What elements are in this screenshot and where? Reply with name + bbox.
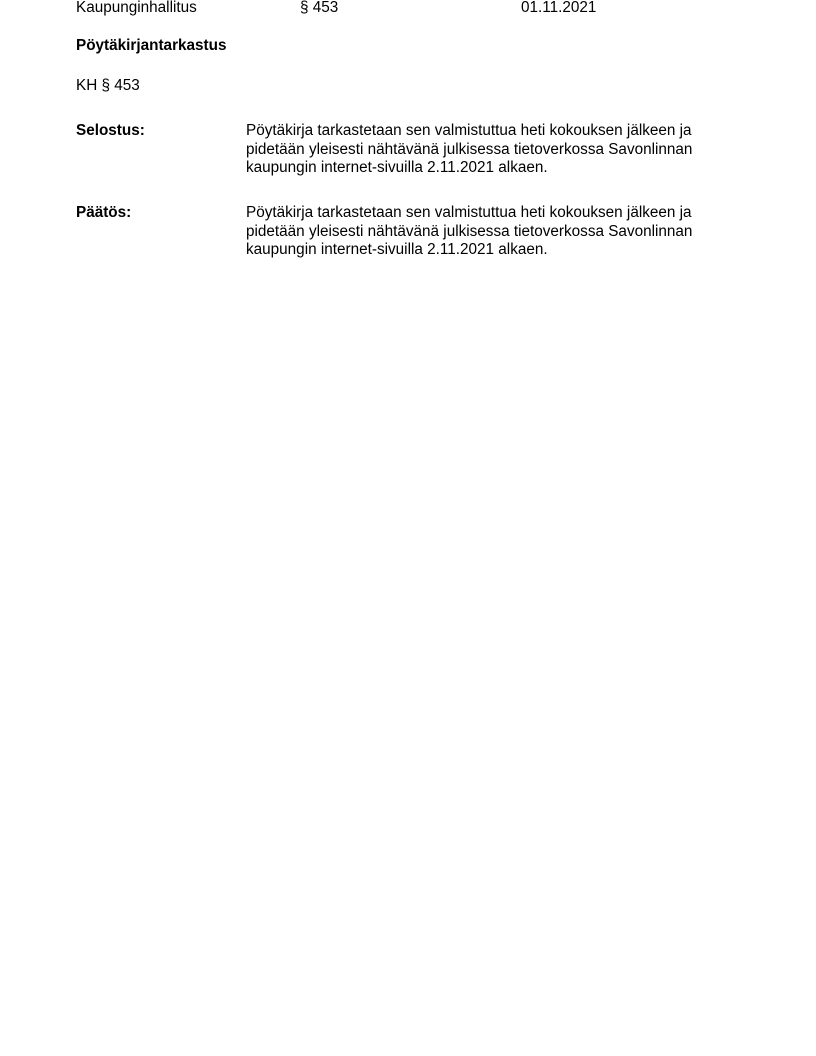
paatos-line: Pöytäkirja tarkastetaan sen valmistuttua heti kokouksen jälkeen ja: [246, 204, 692, 221]
selostus-paragraph: [246, 122, 726, 178]
selostus-line: pidetään yleisesti nähtävänä julkisessa tietoverkossa Savonlinnan: [246, 140, 693, 158]
reference-number: KH § 453: [76, 77, 140, 94]
header-section-number: § 453: [300, 0, 339, 16]
paatos-paragraph: [246, 204, 726, 260]
paatos-label: Päätös:: [76, 204, 132, 221]
selostus-label: Selostus:: [76, 122, 145, 139]
header-body-name: Kaupunginhallitus: [76, 0, 197, 16]
selostus-line: kaupungin internet-sivuilla 2.11.2021 alkaen.: [246, 159, 548, 176]
document-title: Pöytäkirjantarkastus: [76, 37, 227, 54]
paatos-line: kaupungin internet-sivuilla 2.11.2021 alkaen.: [246, 241, 548, 258]
paatos-line: pidetään yleisesti nähtävänä julkisessa tietoverkossa Savonlinnan: [246, 222, 693, 240]
selostus-line: Pöytäkirja tarkastetaan sen valmistuttua heti kokouksen jälkeen ja: [246, 122, 692, 139]
header-date: 01.11.2021: [521, 0, 597, 16]
